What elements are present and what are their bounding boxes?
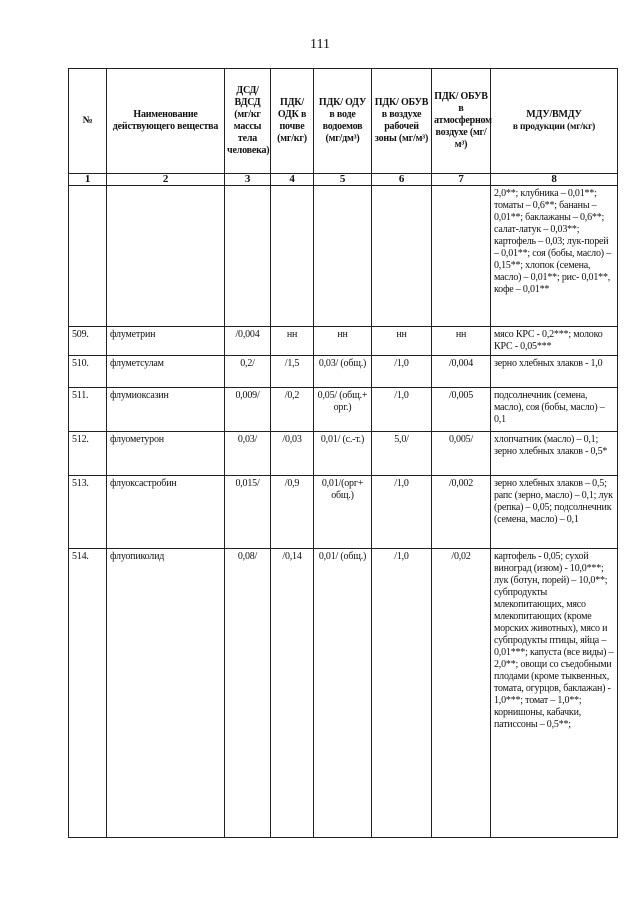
row-dsd: /0,004 (225, 327, 271, 356)
row-dsd: 0,2/ (225, 356, 271, 388)
row-pdk-odk: /1,5 (271, 356, 314, 388)
row-pdk-odu: 0,01/(орг+ общ.) (314, 476, 372, 549)
substances-table (68, 68, 618, 838)
row-dsd: 0,03/ (225, 432, 271, 476)
header-pdk-obuv-atm: ПДК/ ОБУВ в атмосферном воздухе (мг/м³) (432, 69, 491, 174)
row-pdk-obuv-work: /1,0 (372, 476, 432, 549)
row-num: 511. (69, 388, 107, 432)
header-pdk-odk: ПДК/ ОДК в почве (мг/кг) (271, 69, 314, 174)
table-row (69, 356, 618, 388)
row-name: флуоксастробин (107, 476, 225, 549)
header-num: № (69, 69, 107, 174)
row-pdk-obuv-atm: /0,004 (432, 356, 491, 388)
row-pdk-odk: /0,14 (271, 549, 314, 838)
row-pdk-odu: 0,03/ (общ.) (314, 356, 372, 388)
row-pdk-odu: нн (314, 327, 372, 356)
row-num: 514. (69, 549, 107, 838)
header-mdu-sub: в продукции (мг/кг) (512, 122, 596, 132)
table-row (69, 327, 618, 356)
col-number: 1 (69, 174, 107, 186)
col-number: 6 (372, 174, 432, 186)
row-num: 513. (69, 476, 107, 549)
table-row-continuation (69, 186, 618, 327)
table-row (69, 549, 618, 838)
row-pdk-obuv-atm: /0,005 (432, 388, 491, 432)
row-pdk-obuv-work: /1,0 (372, 388, 432, 432)
header-dsd: ДСД/ ВДСД (мг/кг массы тела человека) (225, 69, 271, 174)
row-pdk-obuv-work: нн (372, 327, 432, 356)
table-row (69, 476, 618, 549)
header-row (69, 69, 618, 174)
col-number: 8 (491, 174, 618, 186)
row-dsd: 0,009/ (225, 388, 271, 432)
row-pdk-odk: нн (271, 327, 314, 356)
row-mdu: мясо КРС - 0,2***; молоко КРС - 0,05*** (491, 327, 618, 356)
header-mdu (491, 69, 618, 174)
col-number: 4 (271, 174, 314, 186)
row-pdk-odk: /0,2 (271, 388, 314, 432)
row-mdu: зерно хлебных злаков - 1,0 (491, 356, 618, 388)
row-dsd: 0,08/ (225, 549, 271, 838)
header-name: Наименование действующего вещества (107, 69, 225, 174)
header-pdk-odu: ПДК/ ОДУ в воде водоемов (мг/дм³) (314, 69, 372, 174)
row-name: флуметсулам (107, 356, 225, 388)
row-mdu: подсолнечник (семена, масло), соя (бобы, масло) – 0,1 (491, 388, 618, 432)
row-pdk-odk: /0,9 (271, 476, 314, 549)
row-mdu: зерно хлебных злаков – 0,5; рапс (зерно, масло) – 0,1; лук (репка) – 0,05; подсолнечник (семена, масло) – 0,1 (491, 476, 618, 549)
row-pdk-obuv-work: 5,0/ (372, 432, 432, 476)
row-pdk-odu: 0,05/ (общ.+ орг.) (314, 388, 372, 432)
row-mdu: хлопчатник (масло) – 0,1; зерно хлебных злаков - 0,5* (491, 432, 618, 476)
row-num: 512. (69, 432, 107, 476)
row-num: 510. (69, 356, 107, 388)
col-number: 3 (225, 174, 271, 186)
row-mdu: картофель - 0,05; сухой виноград (изюм) - 10,0***; лук (ботун, порей) – 10,0**; субпродукты млекопитающих, мясо млекопитающих (кроме морских животных), мясо и субпродукты птицы, яйца – 0,01***; капуста (все виды) – 2,0**; овощи со съедобными плодами (кроме тыквенных, томата, огурцов, баклажан) - 1,0***; томат – 1,0**; корнишоны, кабачки, патиссоны – 0,5**; (491, 549, 618, 838)
page-number: 111 (310, 37, 330, 52)
col-number: 7 (432, 174, 491, 186)
row-name: флуметрин (107, 327, 225, 356)
row-name: флуометурон (107, 432, 225, 476)
table-row (69, 432, 618, 476)
row-dsd: 0,015/ (225, 476, 271, 549)
row-name: флуопиколид (107, 549, 225, 838)
row-pdk-odu: 0,01/ (с.-т.) (314, 432, 372, 476)
row-pdk-odk: /0,03 (271, 432, 314, 476)
header-pdk-obuv-work: ПДК/ ОБУВ в воздухе рабочей зоны (мг/м³) (372, 69, 432, 174)
row-pdk-obuv-atm: 0,005/ (432, 432, 491, 476)
column-numbers-row (69, 174, 618, 186)
row-pdk-odu: 0,01/ (общ.) (314, 549, 372, 838)
row-pdk-obuv-work: /1,0 (372, 356, 432, 388)
col-number: 2 (107, 174, 225, 186)
row-name: флумиоксазин (107, 388, 225, 432)
row-pdk-obuv-atm: /0,002 (432, 476, 491, 549)
mdu-cell: 2,0**; клубника – 0,01**; томаты – 0,6**; бананы – 0,01**; баклажаны – 0,6**; салат-латук – 0,03**; картофель – 0,03; лук-порей – 0,01**; соя (бобы, масло) – 0,15**; хлопок (семена, масло) – 0,01**; рис- 0,01**, кофе – 0,01** (491, 186, 618, 327)
col-number: 5 (314, 174, 372, 186)
header-mdu-title: МДУ/ВМДУ (526, 109, 582, 120)
row-pdk-obuv-atm: /0,02 (432, 549, 491, 838)
row-pdk-obuv-atm: нн (432, 327, 491, 356)
row-num: 509. (69, 327, 107, 356)
table-row (69, 388, 618, 432)
row-pdk-obuv-work: /1,0 (372, 549, 432, 838)
